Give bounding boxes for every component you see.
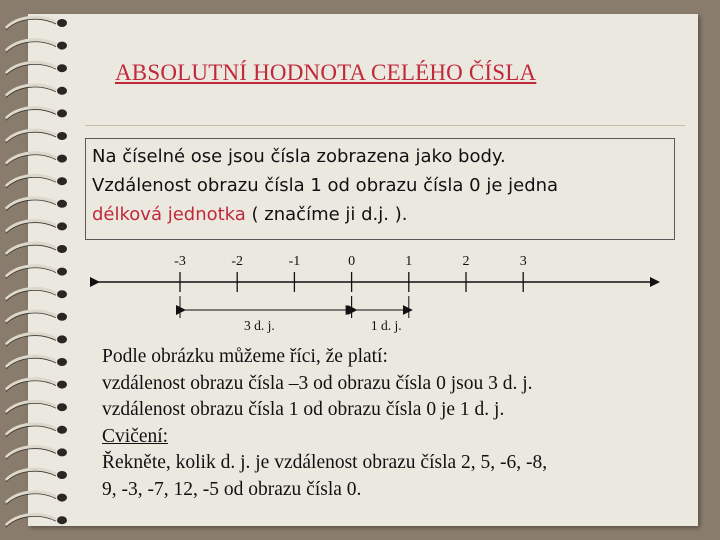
page-title: ABSOLUTNÍ HODNOTA CELÉHO ČÍSLA [115, 60, 537, 85]
conclusion-line-1: Podle obrázku můžeme říci, že platí: [102, 346, 388, 367]
exercise-label: Cvičení: [102, 425, 169, 447]
tick-labels [174, 254, 527, 269]
measure-label: 1 d. j. [370, 318, 402, 333]
tick-label: -2 [231, 254, 244, 269]
exercise-line-1: Řekněte, kolik d. j. je vzdálenost obrazu čísla 2, 5, -6, -8, [102, 452, 548, 473]
tick-label: 2 [462, 254, 470, 269]
tick-label: -3 [174, 254, 186, 269]
tick-label: 0 [348, 254, 356, 269]
measure-label: 3 d. j. [244, 318, 275, 333]
tick-label: -1 [288, 254, 301, 269]
conclusion-line-2: vzdálenost obrazu čísla –3 od obrazu čísla 0 jsou 3 d. j. [102, 372, 533, 394]
exercise-line-2: 9, -3, -7, 12, -5 od obrazu čísla 0. [102, 478, 362, 500]
tick-label: 3 [519, 254, 527, 269]
conclusion-line-3: vzdálenost obrazu čísla 1 od obrazu čísla 0 je 1 d. j. [102, 399, 505, 420]
definition-highlight: délková jednotka [92, 204, 246, 225]
tick-label: 1 [405, 254, 413, 269]
definition-line-2: Vzdálenost obrazu čísla 1 od obrazu čísla 0 je jedna [92, 175, 559, 196]
definition-line-3-rest: ( značíme ji d.j. ). [245, 204, 408, 225]
conclusion-text [102, 344, 702, 503]
definition-line-1: Na číselné ose jsou čísla zobrazena jako body. [92, 146, 506, 167]
distance-measures [180, 296, 409, 333]
